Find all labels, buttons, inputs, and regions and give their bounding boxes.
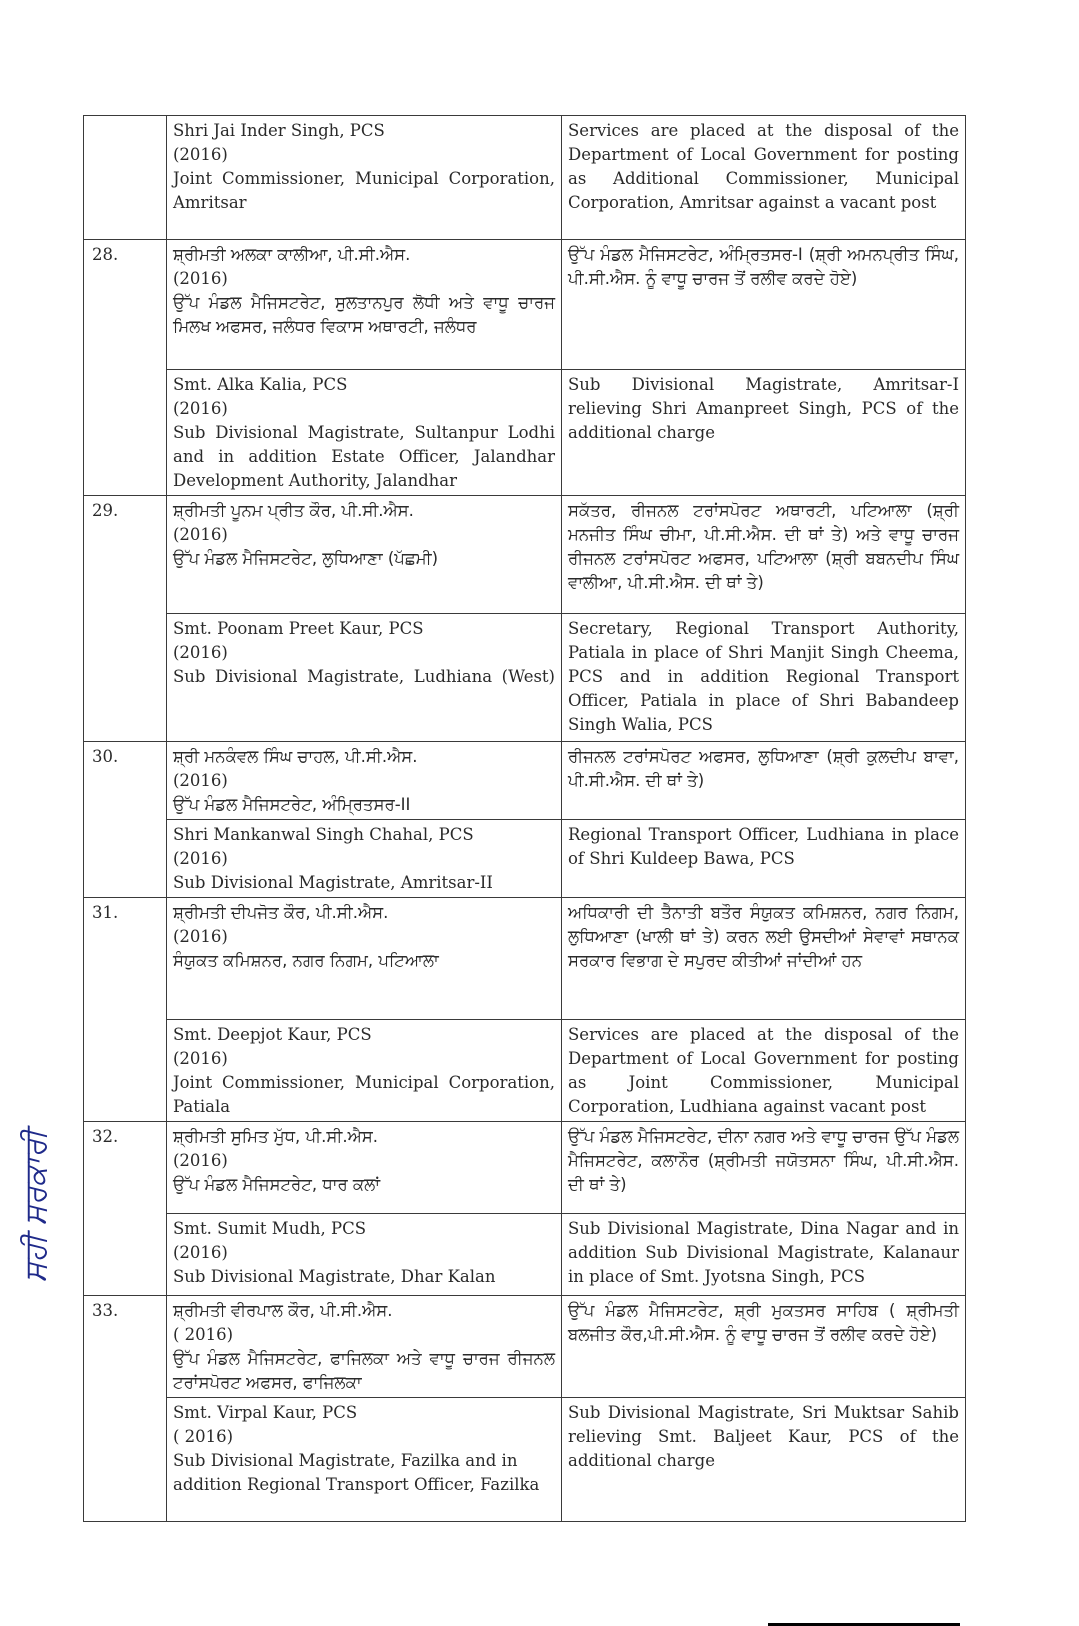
margin-annotation-text: ਸਹੀ ਸਰਕਾਰੀ — [18, 1130, 54, 1283]
current-posting: Sub Divisional Magistrate, Dhar Kalan — [173, 1267, 496, 1286]
officer-name: Smt. Alka Kalia, PCS — [173, 375, 348, 394]
table-row — [84, 898, 966, 1020]
current-posting-pa: ਸੰਯੁਕਤ ਕਮਿਸ਼ਨਰ, ਨਗਰ ਨਿਗਮ, ਪਟਿਆਲਾ — [173, 951, 439, 970]
officer-name-pa: ਸ਼੍ਰੀਮਤੀ ਵੀਰਪਾਲ ਕੌਰ, ਪੀ.ਸੀ.ਐਸ. — [173, 1301, 393, 1320]
officer-name: Smt. Sumit Mudh, PCS — [173, 1219, 367, 1238]
officer-name-pa: ਸ਼੍ਰੀਮਤੀ ਸੁਮਿਤ ਮੁੱਧ, ਪੀ.ਸੀ.ਐਸ. — [173, 1127, 378, 1146]
officer-batch: (2016) — [173, 399, 228, 418]
officer-batch: (2016) — [173, 145, 228, 164]
new-posting-en: Regional Transport Officer, Ludhiana in place of Shri Kuldeep Bawa, PCS — [562, 820, 966, 898]
serial-number: 33. — [84, 1296, 167, 1522]
transfer-orders-table — [83, 115, 966, 1522]
new-posting-pa: ਉੱਪ ਮੰਡਲ ਮੈਜਿਸਟਰੇਟ, ਅੰਮ੍ਰਿਤਸਰ-I (ਸ਼੍ਰੀ ਅਮਨਪ੍ਰੀਤ ਸਿੰਘ, ਪੀ.ਸੀ.ਐਸ. ਨੂੰ ਵਾਧੂ ਚਾਰਜ ਤੋਂ ਰਲੀਵ ਕਰਦੇ ਹੋਏ) — [562, 240, 966, 370]
serial-number: 31. — [84, 898, 167, 1122]
handwritten-signature — [6, 1095, 66, 1295]
officer-batch: (2016) — [173, 1049, 228, 1068]
table-row — [84, 116, 966, 240]
new-posting-en: Sub Divisional Magistrate, Dina Nagar and in addition Sub Divisional Magistrate, Kalanaur in place of Smt. Jyotsna Singh, PCS — [562, 1214, 966, 1296]
officer-cell-pa — [167, 496, 562, 614]
current-posting-pa: ਉੱਪ ਮੰਡਲ ਮੈਜਿਸਟਰੇਟ, ਸੁਲਤਾਨਪੁਰ ਲੋਧੀ ਅਤੇ ਵਾਧੂ ਚਾਰਜ ਮਿਲਖ ਅਫਸਰ, ਜਲੰਧਰ ਵਿਕਾਸ ਅਥਾਰਟੀ, ਜਲੰਧਰ — [173, 293, 555, 336]
officer-name: Smt. Poonam Preet Kaur, PCS — [173, 619, 424, 638]
new-posting-pa: ਸਕੱਤਰ, ਰੀਜਨਲ ਟਰਾਂਸਪੋਰਟ ਅਥਾਰਟੀ, ਪਟਿਆਲਾ (ਸ਼੍ਰੀ ਮਨਜੀਤ ਸਿੰਘ ਚੀਮਾ, ਪੀ.ਸੀ.ਐਸ. ਦੀ ਥਾਂ ਤੇ) ਅਤੇ ਵਾਧੂ ਚਾਰਜ ਰੀਜਨਲ ਟਰਾਂਸਪੋਰਟ ਅਫਸਰ, ਪਟਿਆਲਾ (ਸ਼੍ਰੀ ਬਬਨਦੀਪ ਸਿੰਘ ਵਾਲੀਆ, ਪੀ.ਸੀ.ਐਸ. ਦੀ ਥਾਂ ਤੇ) — [562, 496, 966, 614]
serial-number: 30. — [84, 742, 167, 898]
officer-batch: (2016) — [173, 269, 228, 288]
officer-name-pa: ਸ਼੍ਰੀਮਤੀ ਪੂਨਮ ਪ੍ਰੀਤ ਕੌਰ, ਪੀ.ਸੀ.ਐਸ. — [173, 501, 414, 520]
officer-batch: (2016) — [173, 1151, 228, 1170]
officer-name: Smt. Virpal Kaur, PCS — [173, 1403, 358, 1422]
officer-name: Shri Jai Inder Singh, PCS — [173, 121, 385, 140]
officer-cell-en — [167, 820, 562, 898]
serial-number: 29. — [84, 496, 167, 742]
current-posting-pa: ਉੱਪ ਮੰਡਲ ਮੈਜਿਸਟਰੇਟ, ਲੁਧਿਆਣਾ (ਪੱਛਮੀ) — [173, 549, 439, 568]
table-row — [84, 496, 966, 614]
officer-cell-pa — [167, 898, 562, 1020]
serial-number: 28. — [84, 240, 167, 496]
serial-number: 32. — [84, 1122, 167, 1296]
table-row — [84, 1020, 966, 1122]
new-posting-pa: ਅਧਿਕਾਰੀ ਦੀ ਤੈਨਾਤੀ ਬਤੌਰ ਸੰਯੁਕਤ ਕਮਿਸ਼ਨਰ, ਨਗਰ ਨਿਗਮ, ਲੁਧਿਆਣਾ (ਖਾਲੀ ਥਾਂ ਤੇ) ਕਰਨ ਲਈ ਉਸਦੀਆਂ ਸੇਵਾਵਾਂ ਸਥਾਨਕ ਸਰਕਾਰ ਵਿਭਾਗ ਦੇ ਸਪੁਰਦ ਕੀਤੀਆਂ ਜਾਂਦੀਆਂ ਹਨ — [562, 898, 966, 1020]
current-posting-pa: ਉੱਪ ਮੰਡਲ ਮੈਜਿਸਟਰੇਟ, ਫਾਜਿਲਕਾ ਅਤੇ ਵਾਧੂ ਚਾਰਜ ਰੀਜਨਲ ਟਰਾਂਸਪੋਰਟ ਅਫਸਰ, ਫਾਜਿਲਕਾ — [173, 1349, 555, 1392]
officer-cell-en — [167, 1214, 562, 1296]
officer-name: Shri Mankanwal Singh Chahal, PCS — [173, 825, 474, 844]
new-posting-en: Services are placed at the disposal of the Department of Local Government for posting as Additional Commissioner, Municipal Corporation, Amritsar against a vacant post — [562, 116, 966, 240]
new-posting-pa: ਉੱਪ ਮੰਡਲ ਮੈਜਿਸਟਰੇਟ, ਦੀਨਾ ਨਗਰ ਅਤੇ ਵਾਧੂ ਚਾਰਜ ਉੱਪ ਮੰਡਲ ਮੈਜਿਸਟਰੇਟ, ਕਲਾਨੌਰ (ਸ਼੍ਰੀਮਤੀ ਜਯੋਤਸਨਾ ਸਿੰਘ, ਪੀ.ਸੀ.ਐਸ. ਦੀ ਥਾਂ ਤੇ) — [562, 1122, 966, 1214]
officer-batch: ( 2016) — [173, 1427, 234, 1446]
officer-batch: (2016) — [173, 643, 228, 662]
officer-batch: (2016) — [173, 927, 228, 946]
officer-batch: (2016) — [173, 849, 228, 868]
table-row — [84, 742, 966, 820]
table-row — [84, 1398, 966, 1522]
table-row — [84, 1296, 966, 1398]
new-posting-pa: ਰੀਜਨਲ ਟਰਾਂਸਪੋਰਟ ਅਫਸਰ, ਲੁਧਿਆਣਾ (ਸ਼੍ਰੀ ਕੁਲਦੀਪ ਬਾਵਾ, ਪੀ.ਸੀ.ਐਸ. ਦੀ ਥਾਂ ਤੇ) — [562, 742, 966, 820]
table-row — [84, 820, 966, 898]
officer-name: Smt. Deepjot Kaur, PCS — [173, 1025, 372, 1044]
officer-name-pa: ਸ਼੍ਰੀਮਤੀ ਅਲਕਾ ਕਾਲੀਆ, ਪੀ.ਸੀ.ਐਸ. — [173, 245, 411, 264]
officer-cell-pa — [167, 240, 562, 370]
officer-batch: (2016) — [173, 771, 228, 790]
current-posting: Sub Divisional Magistrate, Ludhiana (West) — [173, 667, 555, 686]
new-posting-en: Sub Divisional Magistrate, Sri Muktsar Sahib relieving Smt. Baljeet Kaur, PCS of the additional charge — [562, 1398, 966, 1522]
table-row — [84, 240, 966, 370]
officer-cell-en — [167, 116, 562, 240]
officer-name-pa: ਸ਼੍ਰੀਮਤੀ ਦੀਪਜੋਤ ਕੌਰ, ਪੀ.ਸੀ.ਐਸ. — [173, 903, 389, 922]
current-posting-pa: ਉੱਪ ਮੰਡਲ ਮੈਜਿਸਟਰੇਟ, ਧਾਰ ਕਲਾਂ — [173, 1175, 380, 1194]
officer-batch: (2016) — [173, 525, 228, 544]
current-posting: Sub Divisional Magistrate, Fazilka and in addition Regional Transport Officer, Fazilka — [173, 1451, 540, 1494]
officer-name-pa: ਸ਼੍ਰੀ ਮਨਕੰਵਲ ਸਿੰਘ ਚਾਹਲ, ਪੀ.ਸੀ.ਐਸ. — [173, 747, 418, 766]
officer-batch: (2016) — [173, 1243, 228, 1262]
new-posting-en: Sub Divisional Magistrate, Amritsar-I relieving Shri Amanpreet Singh, PCS of the additional charge — [562, 370, 966, 496]
table-row — [84, 1122, 966, 1214]
officer-cell-pa — [167, 1296, 562, 1398]
officer-cell-en — [167, 370, 562, 496]
current-posting: Sub Divisional Magistrate, Sultanpur Lodhi and in addition Estate Officer, Jalandhar Development Authority, Jalandhar — [173, 423, 555, 490]
officer-cell-en — [167, 614, 562, 742]
table-row — [84, 614, 966, 742]
current-posting: Sub Divisional Magistrate, Amritsar-II — [173, 873, 493, 892]
new-posting-pa: ਉੱਪ ਮੰਡਲ ਮੈਜਿਸਟਰੇਟ, ਸ਼੍ਰੀ ਮੁਕਤਸਰ ਸਾਹਿਬ ( ਸ਼੍ਰੀਮਤੀ ਬਲਜੀਤ ਕੌਰ,ਪੀ.ਸੀ.ਐਸ. ਨੂੰ ਵਾਧੂ ਚਾਰਜ ਤੋਂ ਰਲੀਵ ਕਰਦੇ ਹੋਏ) — [562, 1296, 966, 1398]
current-posting: Joint Commissioner, Municipal Corporation, Patiala — [173, 1073, 555, 1116]
officer-cell-pa — [167, 1122, 562, 1214]
new-posting-en: Services are placed at the disposal of the Department of Local Government for posting as Joint Commissioner, Municipal Corporation, Ludhiana against vacant post — [562, 1020, 966, 1122]
officer-cell-pa — [167, 742, 562, 820]
table-row — [84, 1214, 966, 1296]
officer-cell-en — [167, 1020, 562, 1122]
serial-number — [84, 116, 167, 240]
new-posting-en: Secretary, Regional Transport Authority, Patiala in place of Shri Manjit Singh Cheema, PCS and in addition Regional Transport Officer, Patiala in place of Shri Babandeep Singh Walia, PCS — [562, 614, 966, 742]
officer-cell-en — [167, 1398, 562, 1522]
current-posting: Joint Commissioner, Municipal Corporation, Amritsar — [173, 169, 555, 212]
current-posting-pa: ਉੱਪ ਮੰਡਲ ਮੈਜਿਸਟਰੇਟ, ਅੰਮ੍ਰਿਤਸਰ-II — [173, 795, 411, 814]
table-row — [84, 370, 966, 496]
officer-batch: ( 2016) — [173, 1325, 234, 1344]
